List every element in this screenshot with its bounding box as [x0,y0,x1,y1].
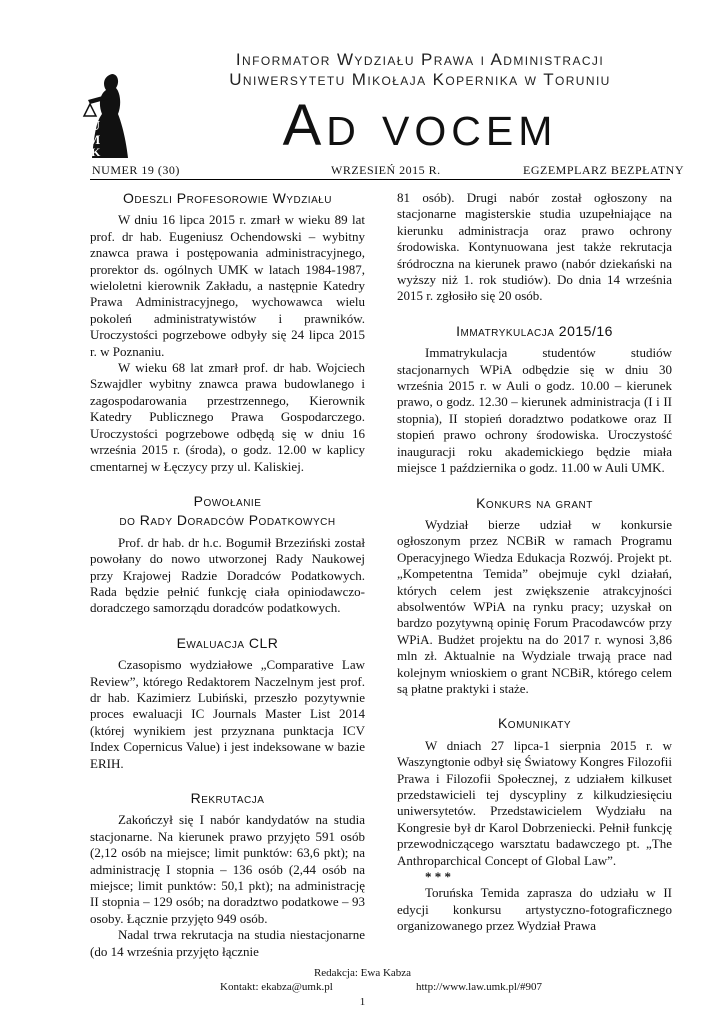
separator-stars: * * * [425,869,451,885]
issue-number: NUMER 19 (30) [92,163,180,177]
announcement-paragraph-1: W dniach 27 lipca-1 sierpnia 2015 r. w Waszyngtonie odbył się Światowy Kongres Filozofii Prawa i Filozofii Społecznej, z udziałem kilkuset przedstawicieli tej dyscypliny z kilkudziesięciu uniwersytetów. Przedstawicielem Wydziału na Kongresie był dr Karol Dobrzeniecki. Pełnił funkcję przewodniczącego warsztatu badawczego pt. „The Anthroparchical Concept of Global Law”. [397,737,672,868]
masthead-line-1: Informator Wydziału Prawa i Administracji [235,50,605,69]
footer-url[interactable]: http://www.law.umk.pl/#907 [416,981,542,993]
section-title-announcements: Komunikaty [497,715,572,732]
section-title-appointment-1: Powołanie [193,492,262,509]
section-title-appointment-2: do Rady Doradców Podatkowych [119,512,336,529]
section-title-obituaries: Odeszli Profesorowie Wydziału [122,190,333,206]
svg-text:K: K [91,145,101,159]
issue-date: WRZESIEŃ 2015 R. [331,163,441,177]
section-title-evaluation: Ewaluacja CLR [176,634,279,651]
matriculation-paragraph: Immatrykulacja studentów studiów stacjonarnych WPiA odbędzie się w dniu 30 września 2015 r. w Auli o godz. 10.00 – kierunek prawo, o godz. 12.30 – kierunek administracja (I i II stopnia), II stopień doradztwo podatkowe oraz II stopień prawo ochrony środowiska. Uroczystość inauguracji roku akademickiego będzie miała miejsce 1 października o godz. 11.00 w Auli UMK. [397,345,672,476]
evaluation-paragraph: Czasopismo wydziałowe „Comparative Law Review”, którego Redaktorem Naczelnym jest prof. dr hab. Kazimierz Lubiński, przeszło pozytywnie proces ewaluacji IC Journals Master List 2014 (której wynikiem jest przyznana punktacja ICV Index Copernicus Value) i jest indeksowane w bazie ERIH. [90,657,365,771]
recruitment-continued: 81 osób). Drugi nabór został ogłoszony na stacjonarne magisterskie studia uzupełniające na kierunku administracja oraz prawo ochrony środowiska. Kontynuowana jest także rekrutacja śródroczna na kierunek prawo (nabór dziekański na wyższy niż 1. rok studiów). Do dnia 14 września 2015 r. zgłosiło się 20 osób. [397,190,672,304]
umk-logo [82,70,132,162]
masthead-line-2: Uniwersytetu Mikołaja Kopernika w Toruniu [229,70,611,89]
svg-text:U: U [90,119,101,134]
page-number: 1 [359,996,366,1008]
announcement-paragraph-2: Toruńska Temida zaprasza do udziału w II edycji konkursu artystyczno-fotograficznego organizowanego przez Wydział Prawa [397,885,672,934]
copy-note: EGZEMPLARZ BEZPŁATNY [523,163,684,177]
header-rule [90,179,670,180]
section-title-matriculation: Immatrykulacja 2015/16 [456,322,613,339]
footer-email[interactable]: Kontakt: ekabza@umk.pl [220,981,333,993]
section-title-recruitment: Rekrutacja [190,790,265,806]
obituary-paragraph-1: W dniu 16 lipca 2015 r. zmarł w wieku 89 lat prof. dr hab. Eugeniusz Ochendowski – wybitny znawca prawa i postępowania administracyjnego, prorektor ds. ogólnych UMK w latach 1984-1987, wieloletni kierownik Zakładu, a następnie Katedry Prawa Administracyjnego, wychowawca wielu pokoleń administratywistów i prawników. Uroczystości pogrzebowe odbyły się 24 lipca 2015 r. w Poznaniu. [90,212,365,359]
recruitment-paragraph-1: Zakończył się I nabór kandydatów na studia stacjonarne. Na kierunek prawo przyjęto 591 osób (2,12 osób na miejsce; limit punktów: 63,6 pkt); na administrację I stopnia – 136 osób (2,44 osób na miejsce; limit punktów: 50,1 pkt); na administrację II stopnia – 129 osób; na doradztwo podatkowe – 93 osoby. Łącznie przyjęto 949 osób. [90,812,365,926]
right-column [397,190,672,935]
left-column [90,190,365,960]
appointment-paragraph: Prof. dr hab. dr h.c. Bogumił Brzeziński został powołany do nowo utworzonej Rady Naukowej przy Krajowej Radzie Doradców Podatkowych. Rada będzie pełnić funkcję ciała opiniodawczo-doradczego samorządu doradców podatkowych. [90,534,365,616]
newsletter-title: Ad vocem [282,93,558,158]
svg-text:M: M [88,132,101,147]
footer-editor: Redakcja: Ewa Kabza [313,967,412,979]
obituary-paragraph-2: W wieku 68 lat zmarł prof. dr hab. Wojciech Szwajdler wybitny znawca prawa budowlanego i zagospodarowania przestrzennego, Kierownik Katedry Publicznego Prawa Gospodarczego. Uroczystości pogrzebowe odbędą się w dniu 16 września 2015 r. (środa), o godz. 12.00 w kaplicy cmentarnej w Łęczycy przy ul. Kaliskiej. [90,360,365,474]
section-title-grant: Konkurs na grant [476,494,593,511]
recruitment-paragraph-2: Nadal trwa rekrutacja na studia niestacjonarne (do 14 września przyjęto łącznie [90,927,365,959]
grant-paragraph: Wydział bierze udział w konkursie ogłoszonym przez NCBiR w ramach Programu Operacyjnego Wiedza Edukacja Rozwój. Projekt pt. „Kompetentna Temida” obejmuje cykl działań, których celem jest zwiększenie atrakcyjności absolwentów WPiA na rynku pracy; uzyskał on bardzo pozytywną opinię Forum Pracodawców przy WPiA. Budżet projektu na do 2017 r. wynosi 3,86 mln zł. Aktualnie na Wydziale trwają prace nad kolejnym wnioskiem o grant NCBiR, którego celem są płatne praktyki i staże. [397,516,672,696]
